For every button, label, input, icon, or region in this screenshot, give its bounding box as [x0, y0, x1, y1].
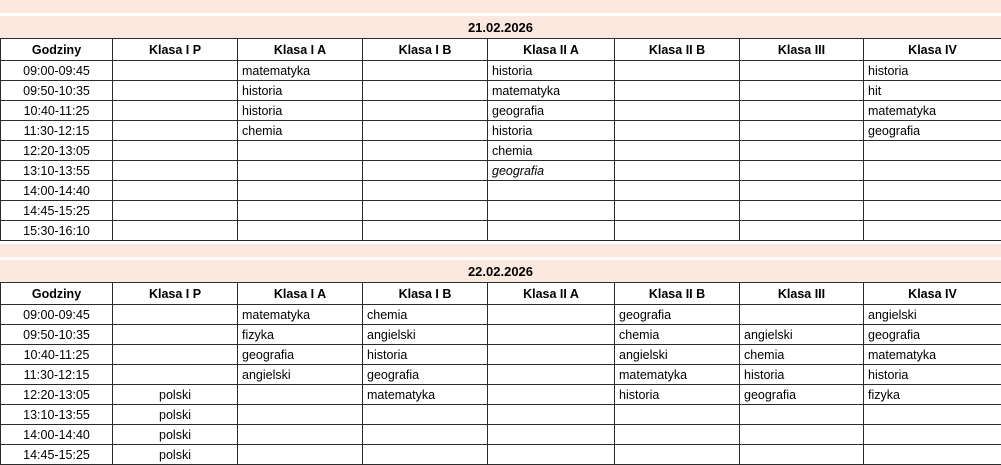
lesson-cell: matematyka	[238, 305, 363, 325]
lesson-cell	[363, 221, 488, 241]
lesson-cell	[740, 181, 864, 201]
lesson-cell	[238, 181, 363, 201]
column-header-class: Klasa III	[740, 283, 864, 305]
hours-cell: 09:00-09:45	[1, 61, 113, 81]
lesson-cell	[363, 201, 488, 221]
lesson-cell	[113, 345, 238, 365]
lesson-cell: historia	[864, 61, 1001, 81]
lesson-cell	[740, 405, 864, 425]
lesson-cell	[113, 201, 238, 221]
lesson-cell: chemia	[740, 345, 864, 365]
column-header-class: Klasa IV	[864, 283, 1001, 305]
lesson-cell	[238, 405, 363, 425]
lesson-cell	[488, 345, 615, 365]
lesson-cell	[363, 445, 488, 465]
table-row	[1, 101, 1001, 121]
lesson-cell	[238, 425, 363, 445]
lesson-cell	[363, 61, 488, 81]
lesson-cell	[238, 385, 363, 405]
lesson-cell	[615, 121, 740, 141]
lesson-cell	[615, 181, 740, 201]
lesson-cell	[488, 201, 615, 221]
hours-cell: 09:50-10:35	[1, 81, 113, 101]
lesson-cell: historia	[740, 365, 864, 385]
lesson-cell	[238, 161, 363, 181]
table-row	[1, 181, 1001, 201]
lesson-cell: polski	[113, 385, 238, 405]
lesson-cell: matematyka	[488, 81, 615, 101]
lesson-cell: angielski	[740, 325, 864, 345]
lesson-cell: polski	[113, 445, 238, 465]
hours-cell: 14:45-15:25	[1, 201, 113, 221]
lesson-cell: historia	[238, 101, 363, 121]
column-header-class: Klasa IV	[864, 39, 1001, 61]
lesson-cell	[488, 425, 615, 445]
table-row	[1, 61, 1001, 81]
lesson-cell: chemia	[238, 121, 363, 141]
lesson-cell: matematyka	[615, 365, 740, 385]
lesson-cell	[864, 201, 1001, 221]
lesson-cell	[113, 305, 238, 325]
lesson-cell: matematyka	[864, 345, 1001, 365]
lesson-cell: angielski	[864, 305, 1001, 325]
lesson-cell: matematyka	[238, 61, 363, 81]
lesson-cell: geografia	[740, 385, 864, 405]
lesson-cell	[363, 121, 488, 141]
lesson-cell: chemia	[488, 141, 615, 161]
lesson-cell	[113, 161, 238, 181]
lesson-cell	[113, 141, 238, 161]
day-block	[0, 16, 1001, 241]
lesson-cell	[488, 385, 615, 405]
lesson-cell	[363, 161, 488, 181]
lesson-cell	[363, 425, 488, 445]
lesson-cell	[615, 201, 740, 221]
lesson-cell	[113, 61, 238, 81]
lesson-cell: historia	[363, 345, 488, 365]
table-row	[1, 325, 1001, 345]
lesson-cell	[363, 101, 488, 121]
lesson-cell	[864, 445, 1001, 465]
lesson-cell: geografia	[488, 101, 615, 121]
lesson-cell	[488, 181, 615, 201]
schedule-table	[0, 282, 1001, 465]
hours-cell: 10:40-11:25	[1, 345, 113, 365]
lesson-cell	[615, 141, 740, 161]
lesson-cell	[363, 405, 488, 425]
hours-cell: 11:30-12:15	[1, 121, 113, 141]
lesson-cell: historia	[488, 61, 615, 81]
lesson-cell: fizyka	[864, 385, 1001, 405]
lesson-cell	[864, 181, 1001, 201]
lesson-cell	[864, 425, 1001, 445]
lesson-cell	[238, 201, 363, 221]
lesson-cell: historia	[238, 81, 363, 101]
lesson-cell	[113, 181, 238, 201]
hours-cell: 10:40-11:25	[1, 101, 113, 121]
lesson-cell: fizyka	[238, 325, 363, 345]
lesson-cell: historia	[488, 121, 615, 141]
lesson-cell	[615, 101, 740, 121]
lesson-cell: polski	[113, 405, 238, 425]
lesson-cell: matematyka	[363, 385, 488, 405]
schedule-table	[0, 38, 1001, 241]
lesson-cell	[740, 141, 864, 161]
lesson-cell	[740, 121, 864, 141]
table-row	[1, 221, 1001, 241]
days-container	[0, 16, 1001, 465]
lesson-cell: historia	[615, 385, 740, 405]
lesson-cell	[615, 425, 740, 445]
table-row	[1, 305, 1001, 325]
lesson-cell: matematyka	[864, 101, 1001, 121]
lesson-cell	[740, 101, 864, 121]
lesson-cell	[740, 221, 864, 241]
hours-cell: 12:20-13:05	[1, 385, 113, 405]
lesson-cell	[488, 221, 615, 241]
lesson-cell	[113, 101, 238, 121]
hours-cell: 12:20-13:05	[1, 141, 113, 161]
lesson-cell	[363, 141, 488, 161]
top-spacer	[0, 0, 1001, 13]
lesson-cell: geografia	[488, 161, 615, 181]
hours-cell: 15:30-16:10	[1, 221, 113, 241]
hours-cell: 11:30-12:15	[1, 365, 113, 385]
lesson-cell	[488, 325, 615, 345]
lesson-cell	[238, 221, 363, 241]
lesson-cell	[615, 161, 740, 181]
date-banner: 22.02.2026	[0, 260, 1001, 282]
lesson-cell: angielski	[238, 365, 363, 385]
day-block	[0, 260, 1001, 465]
table-row	[1, 445, 1001, 465]
lesson-cell	[615, 221, 740, 241]
lesson-cell	[740, 445, 864, 465]
lesson-cell	[615, 81, 740, 101]
date-banner: 21.02.2026	[0, 16, 1001, 38]
lesson-cell: chemia	[363, 305, 488, 325]
hours-cell: 09:50-10:35	[1, 325, 113, 345]
lesson-cell: geografia	[864, 325, 1001, 345]
table-row	[1, 161, 1001, 181]
table-row	[1, 345, 1001, 365]
column-header-class: Klasa I A	[238, 283, 363, 305]
table-header-row	[1, 39, 1001, 61]
column-header-class: Klasa III	[740, 39, 864, 61]
column-header-class: Klasa II B	[615, 39, 740, 61]
column-header-class: Klasa I P	[113, 39, 238, 61]
column-header-class: Klasa I B	[363, 39, 488, 61]
table-row	[1, 405, 1001, 425]
hours-cell: 14:00-14:40	[1, 181, 113, 201]
hours-cell: 14:00-14:40	[1, 425, 113, 445]
lesson-cell	[615, 445, 740, 465]
lesson-cell	[488, 365, 615, 385]
hours-cell: 13:10-13:55	[1, 161, 113, 181]
lesson-cell: geografia	[238, 345, 363, 365]
lesson-cell	[740, 61, 864, 81]
column-header-class: Klasa II B	[615, 283, 740, 305]
lesson-cell	[615, 405, 740, 425]
column-header-hours: Godziny	[1, 39, 113, 61]
column-header-class: Klasa II A	[488, 283, 615, 305]
lesson-cell: geografia	[615, 305, 740, 325]
lesson-cell	[864, 405, 1001, 425]
lesson-cell	[864, 141, 1001, 161]
lesson-cell	[740, 305, 864, 325]
lesson-cell	[238, 141, 363, 161]
lesson-cell: chemia	[615, 325, 740, 345]
table-row	[1, 365, 1001, 385]
table-row	[1, 425, 1001, 445]
lesson-cell	[615, 61, 740, 81]
table-header-row	[1, 283, 1001, 305]
lesson-cell	[488, 405, 615, 425]
lesson-cell	[488, 445, 615, 465]
lesson-cell	[113, 221, 238, 241]
column-header-class: Klasa I P	[113, 283, 238, 305]
table-row	[1, 385, 1001, 405]
column-header-class: Klasa I B	[363, 283, 488, 305]
column-header-hours: Godziny	[1, 283, 113, 305]
column-header-class: Klasa I A	[238, 39, 363, 61]
lesson-cell	[740, 201, 864, 221]
column-header-class: Klasa II A	[488, 39, 615, 61]
lesson-cell	[740, 425, 864, 445]
lesson-cell	[864, 161, 1001, 181]
lesson-cell: angielski	[615, 345, 740, 365]
lesson-cell	[740, 81, 864, 101]
lesson-cell: polski	[113, 425, 238, 445]
table-row	[1, 121, 1001, 141]
table-row	[1, 81, 1001, 101]
table-row	[1, 141, 1001, 161]
lesson-cell: angielski	[363, 325, 488, 345]
lesson-cell	[113, 365, 238, 385]
hours-cell: 13:10-13:55	[1, 405, 113, 425]
hours-cell: 09:00-09:45	[1, 305, 113, 325]
lesson-cell	[113, 121, 238, 141]
lesson-cell	[113, 325, 238, 345]
lesson-cell	[363, 181, 488, 201]
lesson-cell: geografia	[363, 365, 488, 385]
lesson-cell	[113, 81, 238, 101]
lesson-cell: hit	[864, 81, 1001, 101]
hours-cell: 14:45-15:25	[1, 445, 113, 465]
lesson-cell	[363, 81, 488, 101]
lesson-cell	[740, 161, 864, 181]
lesson-cell	[864, 221, 1001, 241]
lesson-cell: geografia	[864, 121, 1001, 141]
lesson-cell	[238, 445, 363, 465]
table-row	[1, 201, 1001, 221]
lesson-cell: historia	[864, 365, 1001, 385]
block-spacer	[0, 244, 1001, 257]
lesson-cell	[488, 305, 615, 325]
